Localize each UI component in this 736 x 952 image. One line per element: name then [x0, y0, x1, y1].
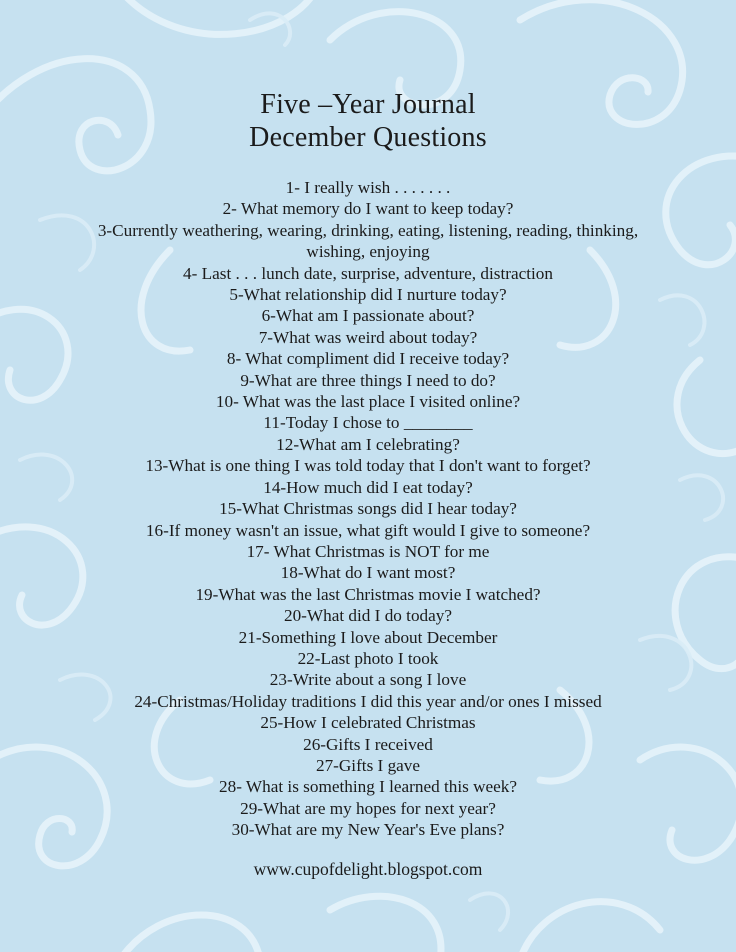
question-item: 3-Currently weathering, wearing, drinking, eating, listening, reading, thinking, wishing, enjoying	[97, 220, 639, 262]
question-item: 6-What am I passionate about?	[261, 306, 475, 326]
question-item: 13-What is one thing I was told today that I don't want to forget?	[145, 456, 591, 476]
question-item: 19-What was the last Christmas movie I watched?	[195, 584, 541, 604]
question-item: 18-What do I want most?	[280, 563, 456, 583]
question-item: 24-Christmas/Holiday traditions I did this year and/or ones I missed	[134, 691, 602, 711]
question-item: 4- Last . . . lunch date, surprise, adventure, distraction	[183, 263, 553, 283]
question-item: 28- What is something I learned this week?	[219, 777, 517, 797]
question-item: 7-What was weird about today?	[258, 327, 478, 347]
question-item: 17- What Christmas is NOT for me	[246, 541, 490, 561]
question-item: 22-Last photo I took	[297, 648, 439, 668]
question-item: 30-What are my New Year's Eve plans?	[231, 820, 505, 840]
question-item: 27-Gifts I gave	[315, 755, 421, 775]
page-title	[0, 88, 736, 154]
title-line-1: Five –Year Journal	[260, 89, 476, 120]
question-item: 21-Something I love about December	[238, 627, 498, 647]
question-item: 10- What was the last place I visited online?	[215, 392, 521, 412]
question-item: 5-What relationship did I nurture today?	[229, 285, 507, 305]
question-list	[0, 177, 736, 841]
question-item: 25-How I celebrated Christmas	[260, 713, 476, 733]
question-item: 20-What did I do today?	[283, 606, 452, 626]
question-item: 23-Write about a song I love	[269, 670, 467, 690]
question-item: 8- What compliment did I receive today?	[226, 349, 510, 369]
footer-url: www.cupofdelight.blogspot.com	[253, 859, 483, 879]
question-item: 26-Gifts I received	[303, 734, 433, 754]
question-item: 16-If money wasn't an issue, what gift would I give to someone?	[145, 520, 591, 540]
question-item: 11-Today I chose to ________	[263, 413, 473, 433]
question-item: 9-What are three things I need to do?	[240, 370, 496, 390]
question-item: 29-What are my hopes for next year?	[240, 798, 496, 818]
question-item: 15-What Christmas songs did I hear today?	[219, 499, 517, 519]
question-item: 1- I really wish . . . . . . .	[285, 178, 451, 197]
question-item: 2- What memory do I want to keep today?	[222, 199, 514, 219]
title-line-2: December Questions	[249, 122, 487, 153]
question-item: 12-What am I celebrating?	[276, 434, 460, 454]
question-item: 14-How much did I eat today?	[263, 477, 473, 497]
